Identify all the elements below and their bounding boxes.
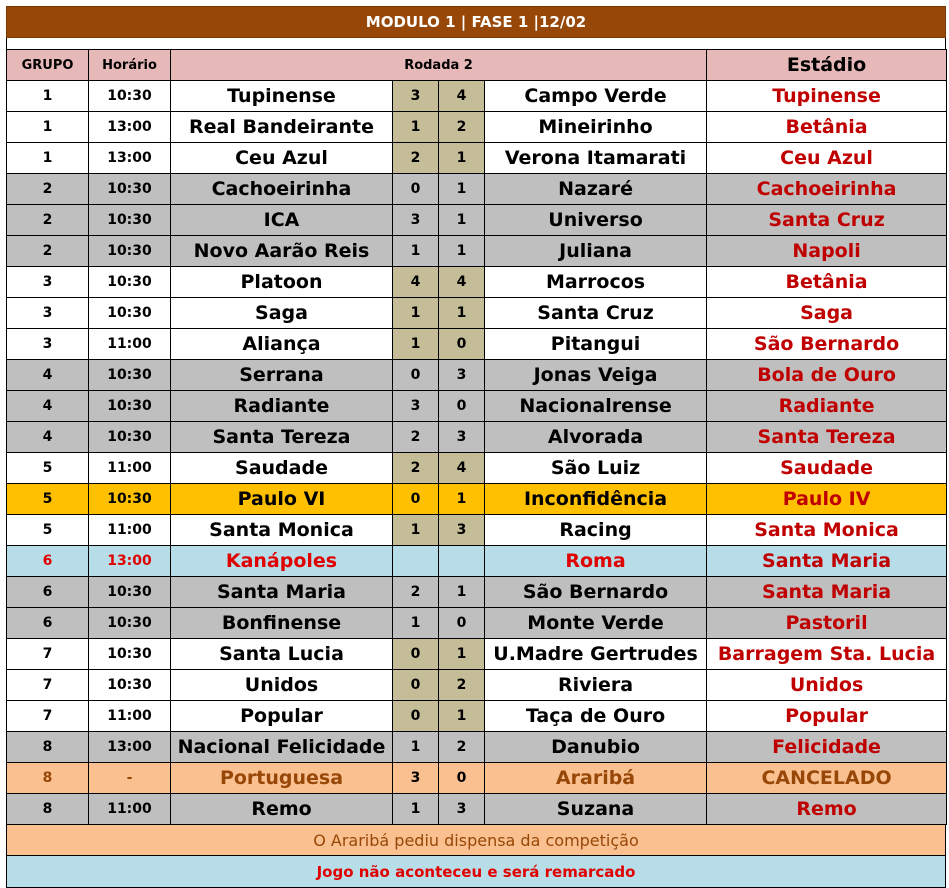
time-cell: 13:00 — [89, 143, 171, 174]
away-score-cell: 1 — [439, 577, 485, 608]
away-team-cell: Verona Itamarati — [485, 143, 707, 174]
away-team-cell: Suzana — [485, 794, 707, 825]
match-row — [7, 515, 947, 546]
time-cell: 13:00 — [89, 732, 171, 763]
away-score-cell: 1 — [439, 174, 485, 205]
group-cell: 1 — [7, 112, 89, 143]
match-row — [7, 608, 947, 639]
away-team-cell: Inconfidência — [485, 484, 707, 515]
stadium-cell: Radiante — [707, 391, 947, 422]
away-team-cell: Danubio — [485, 732, 707, 763]
home-score-cell: 1 — [393, 112, 439, 143]
time-cell: 11:00 — [89, 329, 171, 360]
home-score-cell: 3 — [393, 763, 439, 794]
home-team-cell: Platoon — [171, 267, 393, 298]
away-score-cell: 2 — [439, 670, 485, 701]
stadium-cell: Saudade — [707, 453, 947, 484]
match-row — [7, 81, 947, 112]
group-cell: 1 — [7, 143, 89, 174]
home-score-cell: 2 — [393, 422, 439, 453]
stadium-cell: Remo — [707, 794, 947, 825]
time-cell: 10:30 — [89, 391, 171, 422]
home-score-cell: 3 — [393, 205, 439, 236]
match-row — [7, 143, 947, 174]
stadium-cell: Saga — [707, 298, 947, 329]
match-row — [7, 391, 947, 422]
header-row — [7, 50, 947, 81]
match-row — [7, 453, 947, 484]
stadium-cell: Felicidade — [707, 732, 947, 763]
time-cell: 11:00 — [89, 701, 171, 732]
home-team-cell: Radiante — [171, 391, 393, 422]
stadium-cell: Tupinense — [707, 81, 947, 112]
home-team-cell: Bonfinense — [171, 608, 393, 639]
group-cell: 6 — [7, 608, 89, 639]
home-score-cell: 1 — [393, 794, 439, 825]
stadium-cell: Ceu Azul — [707, 143, 947, 174]
away-score-cell: 4 — [439, 267, 485, 298]
note-dispensa: O Araribá pediu dispensa da competição — [6, 825, 946, 856]
away-score-cell: 1 — [439, 701, 485, 732]
home-team-cell: Paulo VI — [171, 484, 393, 515]
away-team-cell: Monte Verde — [485, 608, 707, 639]
match-row — [7, 546, 947, 577]
time-cell: 10:30 — [89, 639, 171, 670]
away-score-cell: 3 — [439, 422, 485, 453]
time-cell: 11:00 — [89, 794, 171, 825]
home-score-cell: 0 — [393, 360, 439, 391]
away-score-cell: 0 — [439, 763, 485, 794]
match-row — [7, 360, 947, 391]
group-cell: 3 — [7, 267, 89, 298]
stadium-cell: Santa Cruz — [707, 205, 947, 236]
schedule-body — [7, 50, 947, 825]
home-score-cell: 1 — [393, 329, 439, 360]
stadium-cell: Cachoeirinha — [707, 174, 947, 205]
sheet-title: MODULO 1 | FASE 1 |12/02 — [6, 6, 946, 38]
home-score-cell: 0 — [393, 701, 439, 732]
stadium-cell: Santa Maria — [707, 577, 947, 608]
match-row — [7, 763, 947, 794]
home-team-cell: Santa Lucia — [171, 639, 393, 670]
away-team-cell: Alvorada — [485, 422, 707, 453]
home-team-cell: Ceu Azul — [171, 143, 393, 174]
home-team-cell: Saudade — [171, 453, 393, 484]
away-team-cell: Mineirinho — [485, 112, 707, 143]
away-team-cell: Nazaré — [485, 174, 707, 205]
home-team-cell: Santa Maria — [171, 577, 393, 608]
away-score-cell: 1 — [439, 143, 485, 174]
group-cell: 8 — [7, 794, 89, 825]
group-cell: 5 — [7, 515, 89, 546]
group-cell: 1 — [7, 81, 89, 112]
away-score-cell: 1 — [439, 205, 485, 236]
time-cell: 10:30 — [89, 577, 171, 608]
time-cell: 10:30 — [89, 205, 171, 236]
match-row — [7, 794, 947, 825]
home-team-cell: ICA — [171, 205, 393, 236]
home-team-cell: Cachoeirinha — [171, 174, 393, 205]
away-team-cell: Araribá — [485, 763, 707, 794]
home-team-cell: Aliança — [171, 329, 393, 360]
match-row — [7, 236, 947, 267]
away-team-cell: Marrocos — [485, 267, 707, 298]
match-row — [7, 484, 947, 515]
group-cell: 2 — [7, 236, 89, 267]
away-team-cell: Santa Cruz — [485, 298, 707, 329]
match-row — [7, 329, 947, 360]
home-score-cell: 1 — [393, 236, 439, 267]
match-row — [7, 670, 947, 701]
away-team-cell: São Bernardo — [485, 577, 707, 608]
away-team-cell: Racing — [485, 515, 707, 546]
home-score-cell — [393, 546, 439, 577]
match-schedule-sheet — [6, 6, 946, 888]
time-cell: - — [89, 763, 171, 794]
stadium-cell: São Bernardo — [707, 329, 947, 360]
group-cell: 6 — [7, 546, 89, 577]
stadium-cell: Santa Maria — [707, 546, 947, 577]
stadium-cell: Napoli — [707, 236, 947, 267]
time-cell: 10:30 — [89, 174, 171, 205]
group-cell: 7 — [7, 639, 89, 670]
match-row — [7, 639, 947, 670]
stadium-cell: Unidos — [707, 670, 947, 701]
away-score-cell: 3 — [439, 515, 485, 546]
stadium-cell: Pastoril — [707, 608, 947, 639]
home-team-cell: Unidos — [171, 670, 393, 701]
schedule-table — [6, 49, 947, 825]
stadium-cell: Betânia — [707, 112, 947, 143]
away-score-cell: 4 — [439, 81, 485, 112]
home-score-cell: 0 — [393, 670, 439, 701]
match-row — [7, 701, 947, 732]
home-score-cell: 0 — [393, 174, 439, 205]
time-cell: 10:30 — [89, 484, 171, 515]
group-cell: 6 — [7, 577, 89, 608]
home-team-cell: Tupinense — [171, 81, 393, 112]
time-cell: 13:00 — [89, 112, 171, 143]
home-team-cell: Nacional Felicidade — [171, 732, 393, 763]
home-team-cell: Real Bandeirante — [171, 112, 393, 143]
group-cell: 8 — [7, 732, 89, 763]
stadium-cell: Betânia — [707, 267, 947, 298]
home-team-cell: Santa Tereza — [171, 422, 393, 453]
match-row — [7, 174, 947, 205]
stadium-cell: Popular — [707, 701, 947, 732]
home-score-cell: 0 — [393, 484, 439, 515]
group-cell: 7 — [7, 701, 89, 732]
match-row — [7, 732, 947, 763]
away-score-cell: 2 — [439, 732, 485, 763]
away-team-cell: Riviera — [485, 670, 707, 701]
away-team-cell: Jonas Veiga — [485, 360, 707, 391]
away-score-cell: 3 — [439, 360, 485, 391]
home-score-cell: 1 — [393, 298, 439, 329]
group-cell: 7 — [7, 670, 89, 701]
away-score-cell — [439, 546, 485, 577]
match-row — [7, 267, 947, 298]
group-cell: 2 — [7, 174, 89, 205]
time-cell: 10:30 — [89, 267, 171, 298]
match-row — [7, 205, 947, 236]
stadium-cell: Barragem Sta. Lucia — [707, 639, 947, 670]
home-score-cell: 2 — [393, 577, 439, 608]
home-score-cell: 0 — [393, 639, 439, 670]
time-cell: 10:30 — [89, 236, 171, 267]
away-score-cell: 3 — [439, 794, 485, 825]
group-cell: 4 — [7, 391, 89, 422]
group-cell: 4 — [7, 422, 89, 453]
header-grupo: GRUPO — [7, 50, 89, 81]
home-team-cell: Serrana — [171, 360, 393, 391]
away-team-cell: Pitangui — [485, 329, 707, 360]
stadium-cell: CANCELADO — [707, 763, 947, 794]
away-score-cell: 0 — [439, 608, 485, 639]
home-team-cell: Santa Monica — [171, 515, 393, 546]
time-cell: 10:30 — [89, 608, 171, 639]
time-cell: 13:00 — [89, 546, 171, 577]
match-row — [7, 422, 947, 453]
home-score-cell: 2 — [393, 143, 439, 174]
note-remarcado: Jogo não aconteceu e será remarcado — [6, 856, 946, 888]
group-cell: 3 — [7, 298, 89, 329]
away-score-cell: 4 — [439, 453, 485, 484]
header-rodada: Rodada 2 — [171, 50, 707, 81]
header-horario: Horário — [89, 50, 171, 81]
away-score-cell: 1 — [439, 298, 485, 329]
time-cell: 11:00 — [89, 453, 171, 484]
away-score-cell: 1 — [439, 236, 485, 267]
away-team-cell: Juliana — [485, 236, 707, 267]
away-team-cell: Taça de Ouro — [485, 701, 707, 732]
away-team-cell: Nacionalrense — [485, 391, 707, 422]
home-team-cell: Saga — [171, 298, 393, 329]
away-score-cell: 1 — [439, 639, 485, 670]
time-cell: 11:00 — [89, 515, 171, 546]
home-team-cell: Novo Aarão Reis — [171, 236, 393, 267]
away-score-cell: 2 — [439, 112, 485, 143]
away-team-cell: São Luiz — [485, 453, 707, 484]
away-score-cell: 0 — [439, 329, 485, 360]
time-cell: 10:30 — [89, 298, 171, 329]
away-team-cell: U.Madre Gertrudes — [485, 639, 707, 670]
title-spacer — [6, 38, 946, 49]
group-cell: 5 — [7, 453, 89, 484]
home-team-cell: Popular — [171, 701, 393, 732]
group-cell: 3 — [7, 329, 89, 360]
home-team-cell: Portuguesa — [171, 763, 393, 794]
home-score-cell: 1 — [393, 515, 439, 546]
stadium-cell: Bola de Ouro — [707, 360, 947, 391]
home-score-cell: 3 — [393, 391, 439, 422]
home-score-cell: 3 — [393, 81, 439, 112]
match-row — [7, 298, 947, 329]
group-cell: 4 — [7, 360, 89, 391]
stadium-cell: Paulo IV — [707, 484, 947, 515]
match-row — [7, 112, 947, 143]
away-team-cell: Campo Verde — [485, 81, 707, 112]
home-score-cell: 1 — [393, 608, 439, 639]
time-cell: 10:30 — [89, 670, 171, 701]
home-score-cell: 1 — [393, 732, 439, 763]
header-estadio: Estádio — [707, 50, 947, 81]
time-cell: 10:30 — [89, 422, 171, 453]
away-score-cell: 1 — [439, 484, 485, 515]
time-cell: 10:30 — [89, 81, 171, 112]
match-row — [7, 577, 947, 608]
away-score-cell: 0 — [439, 391, 485, 422]
away-team-cell: Universo — [485, 205, 707, 236]
group-cell: 5 — [7, 484, 89, 515]
time-cell: 10:30 — [89, 360, 171, 391]
group-cell: 2 — [7, 205, 89, 236]
stadium-cell: Santa Tereza — [707, 422, 947, 453]
away-team-cell: Roma — [485, 546, 707, 577]
group-cell: 8 — [7, 763, 89, 794]
home-score-cell: 2 — [393, 453, 439, 484]
home-team-cell: Remo — [171, 794, 393, 825]
stadium-cell: Santa Monica — [707, 515, 947, 546]
home-team-cell: Kanápoles — [171, 546, 393, 577]
home-score-cell: 4 — [393, 267, 439, 298]
